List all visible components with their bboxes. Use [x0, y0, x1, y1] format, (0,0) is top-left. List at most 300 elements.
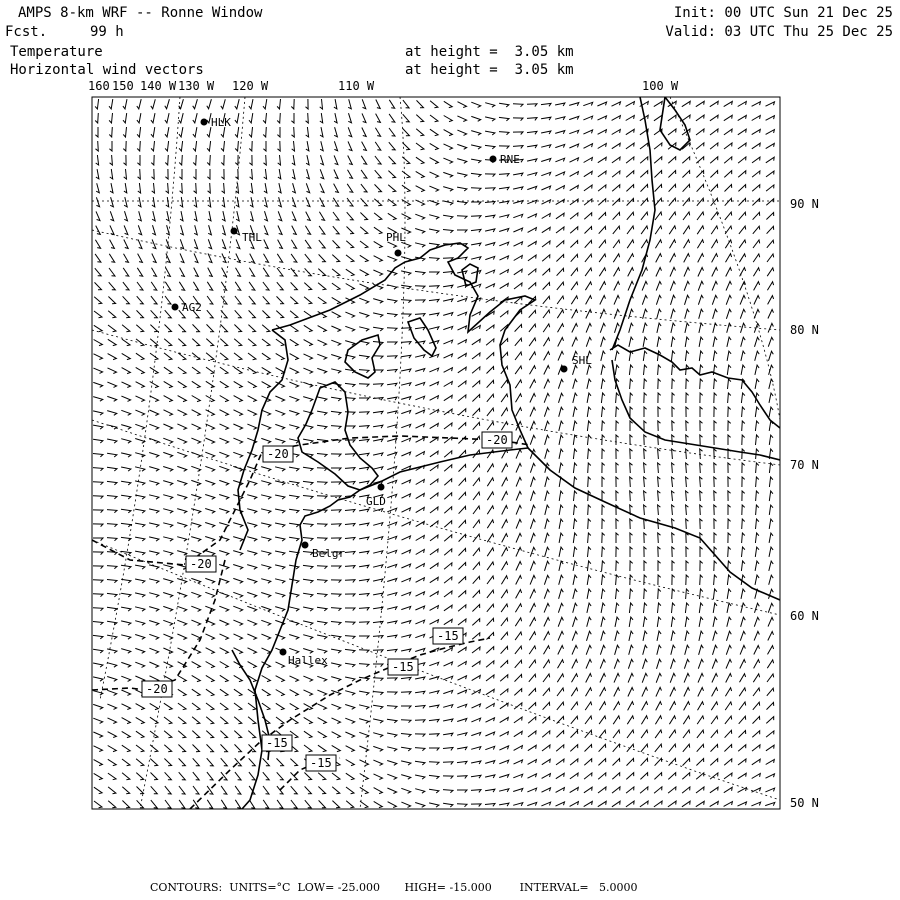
wind-vector [500, 256, 509, 260]
wind-vector [643, 309, 648, 319]
wind-vector [430, 158, 439, 164]
wind-vector [682, 101, 690, 106]
wind-vector [249, 155, 252, 165]
wind-vector [373, 565, 383, 568]
wind-vector [587, 379, 591, 389]
wind-vector [640, 801, 648, 807]
wind-vector [711, 716, 718, 724]
wind-vector [485, 188, 495, 191]
wind-vector [163, 467, 173, 472]
wind-vector [290, 368, 299, 374]
wind-vector [250, 211, 253, 221]
wind-vector [584, 158, 593, 163]
wind-vector [331, 677, 341, 682]
station-label-gld: GLD [366, 495, 386, 508]
wind-vector [513, 146, 523, 149]
wind-vector [530, 435, 535, 444]
wind-vector [541, 186, 550, 190]
wind-vector [571, 688, 577, 696]
wind-vector [756, 435, 759, 445]
wind-vector [740, 631, 745, 640]
wind-vector [164, 410, 173, 416]
wind-vector [683, 730, 690, 738]
wind-vector [96, 183, 99, 193]
wind-vector [766, 143, 775, 148]
wind-vector [769, 435, 773, 445]
wind-vector [317, 425, 327, 429]
wind-vector [573, 435, 577, 445]
wind-vector [614, 268, 620, 277]
wind-vector [588, 505, 591, 515]
wind-vector [387, 397, 397, 400]
wind-vector [616, 449, 619, 459]
wind-vector [499, 775, 509, 778]
wind-vector [597, 102, 606, 106]
wind-vector [373, 299, 383, 304]
wind-vector [752, 199, 759, 206]
wind-vector [96, 155, 99, 165]
wind-vector [373, 705, 383, 709]
wind-vector [502, 478, 508, 487]
wind-vector [261, 565, 271, 570]
wind-vector [163, 509, 173, 514]
wind-vector [755, 533, 759, 543]
wind-vector [416, 521, 425, 526]
wind-vector [178, 339, 185, 346]
wind-vector [527, 145, 537, 148]
wind-vector [179, 786, 185, 794]
wind-vector [333, 240, 340, 247]
wind-vector [303, 467, 313, 471]
wind-vector [766, 116, 775, 121]
wind-vector [587, 603, 591, 613]
wind-vector [219, 480, 228, 485]
wind-vector [571, 296, 577, 304]
wind-vector [574, 491, 577, 501]
wind-vector [416, 157, 424, 164]
wind-vector [683, 758, 690, 765]
wind-vector [110, 197, 113, 207]
wind-vector [429, 243, 439, 247]
wind-vector [278, 169, 281, 179]
wind-vector [93, 524, 103, 527]
wind-vector [163, 438, 172, 443]
wind-vector [443, 340, 452, 344]
wind-vector [514, 746, 523, 751]
wind-vector [584, 787, 592, 793]
wind-vector [178, 367, 186, 374]
wind-vector [669, 744, 676, 752]
wind-vector [741, 603, 745, 613]
wind-vector [443, 690, 452, 693]
wind-vector [290, 759, 297, 766]
wind-vector [657, 659, 662, 669]
wind-vector [179, 141, 183, 151]
wind-vector [345, 538, 355, 541]
wind-vector [457, 747, 467, 750]
wind-vector [444, 507, 451, 514]
contour-minus-15-a [190, 638, 490, 809]
wind-vector [304, 773, 311, 780]
wind-vector [684, 688, 690, 697]
wind-vector [375, 170, 382, 178]
wind-vector [108, 746, 117, 752]
wind-vector [415, 677, 425, 680]
wind-vector [658, 421, 661, 431]
wind-vector [458, 102, 467, 108]
wind-vector [725, 212, 732, 220]
wind-vector [585, 254, 592, 262]
wind-vector [570, 787, 579, 792]
wind-vector [317, 621, 327, 625]
wind-vector [616, 589, 619, 599]
wind-vector [220, 339, 227, 346]
wind-vector [138, 225, 141, 234]
wind-vector [180, 197, 183, 207]
wind-vector [304, 690, 313, 696]
wind-vector [207, 758, 214, 766]
wind-vector [654, 101, 662, 106]
wind-vector [602, 407, 605, 417]
wind-vector [601, 603, 605, 613]
wind-vector [516, 477, 521, 486]
wind-vector [236, 254, 240, 263]
wind-vector [150, 353, 158, 360]
wind-vector [657, 617, 661, 627]
wind-vector [180, 211, 183, 221]
wind-vector [429, 215, 439, 220]
wind-vector [616, 435, 619, 445]
wind-vector [499, 229, 509, 232]
wind-vector [766, 774, 775, 778]
wind-vector [334, 99, 337, 109]
station-label-thl: THL [242, 231, 262, 244]
wind-vector [768, 323, 773, 332]
wind-vector [571, 730, 578, 737]
wind-vector [671, 631, 675, 641]
wind-vector [672, 505, 675, 515]
wind-vector [571, 716, 578, 724]
wind-vector [107, 580, 117, 583]
wind-vector [345, 732, 354, 738]
wind-vector [712, 254, 718, 263]
wind-vector [277, 282, 283, 290]
wind-vector [753, 716, 760, 723]
wind-vector [545, 449, 550, 459]
wind-vector [571, 268, 578, 276]
alexander-island [660, 97, 690, 150]
wind-vector [559, 393, 564, 403]
wind-vector [191, 523, 201, 528]
wind-vector [320, 183, 324, 192]
wind-vector [616, 547, 619, 557]
wind-vector [502, 548, 508, 557]
wind-vector [205, 452, 214, 457]
wind-vector [360, 227, 368, 234]
wind-vector [499, 201, 509, 204]
wind-vector [753, 240, 760, 248]
wind-vector [95, 113, 98, 123]
wind-vector [193, 99, 198, 109]
wind-vector [712, 295, 717, 304]
wind-vector [346, 746, 355, 752]
wind-vector [727, 365, 731, 375]
wind-vector [570, 158, 579, 162]
wind-vector [602, 505, 605, 515]
wind-vector [136, 773, 143, 780]
wind-vector [221, 282, 226, 290]
wind-vector [219, 523, 229, 528]
wind-vector [415, 775, 425, 779]
wind-vector [93, 425, 103, 429]
wind-vector [415, 214, 424, 219]
wind-vector [108, 297, 115, 304]
wind-vector [612, 116, 621, 121]
wind-vector [500, 703, 508, 709]
wind-vector [530, 618, 536, 627]
wind-vector [684, 240, 690, 249]
wind-vector [429, 719, 439, 722]
wind-vector [166, 183, 169, 193]
wind-vector [193, 169, 196, 179]
wind-vector [728, 547, 731, 557]
wind-vector [374, 774, 383, 780]
wind-vector [768, 310, 774, 319]
wind-vector [236, 239, 240, 248]
wind-vector [558, 617, 563, 626]
wind-vector [545, 547, 550, 557]
wind-vector [304, 283, 311, 290]
wind-vector [640, 787, 648, 793]
wind-vector [600, 323, 605, 332]
wind-vector [233, 578, 242, 583]
wind-vector [755, 379, 759, 389]
wind-vector [303, 397, 313, 402]
wind-vector [152, 197, 155, 207]
wind-vector [206, 339, 213, 346]
wind-vector [345, 440, 355, 443]
wind-vector [107, 411, 117, 416]
wind-vector [727, 351, 731, 361]
wind-vector [122, 787, 129, 794]
wind-vector [724, 787, 732, 792]
wind-vector [516, 533, 522, 542]
wind-vector [655, 744, 662, 752]
wind-vector [686, 561, 689, 571]
wind-vector [457, 298, 466, 301]
wind-vector [96, 197, 99, 206]
wind-vector [193, 772, 199, 780]
wind-vector [472, 367, 480, 373]
wind-vector [544, 646, 550, 655]
wind-vector [588, 547, 591, 557]
wind-vector [221, 141, 224, 151]
wind-vector [586, 296, 592, 305]
wind-vector [487, 520, 493, 528]
wind-vector [151, 155, 154, 165]
wind-vector [668, 157, 675, 164]
wind-vector [124, 225, 128, 234]
wind-vector [401, 775, 411, 780]
wind-vector [516, 449, 522, 458]
wind-vector [741, 393, 745, 403]
wind-vector [486, 339, 494, 345]
wind-vector [769, 477, 773, 487]
wind-vector [573, 589, 577, 599]
wind-vector [289, 537, 299, 541]
wind-vector [586, 645, 591, 654]
wind-vector [194, 253, 198, 262]
wind-vector [630, 477, 633, 487]
wind-vector [193, 758, 200, 765]
wind-vector [429, 775, 439, 779]
wind-vector [180, 239, 183, 248]
wind-vector [739, 226, 746, 234]
wind-vector [683, 184, 690, 191]
wind-vector [121, 635, 131, 639]
wind-vector [542, 241, 550, 247]
wind-vector [415, 706, 425, 709]
wind-vector [542, 759, 550, 764]
wind-vector [275, 509, 285, 513]
wind-vector [713, 603, 717, 613]
wind-vector [699, 631, 703, 641]
wind-vector [191, 606, 200, 611]
wind-vector [373, 593, 383, 596]
wind-vector [177, 551, 187, 556]
wind-vector [135, 523, 145, 527]
wind-vector [222, 183, 225, 193]
wind-vector [247, 620, 256, 625]
wind-vector [110, 240, 115, 249]
wind-vector [556, 241, 564, 248]
wind-vector [712, 688, 718, 697]
wind-vector [220, 634, 229, 640]
wind-vector [459, 464, 466, 471]
wind-vector [206, 703, 214, 710]
wind-vector [544, 589, 549, 598]
wind-vector [654, 801, 662, 807]
wind-vector [557, 282, 564, 290]
wind-vector [598, 130, 607, 135]
wind-vector [727, 603, 731, 613]
wind-vector [555, 131, 565, 134]
wind-vector [262, 689, 270, 695]
wind-vector [264, 183, 267, 193]
wind-vector [513, 173, 523, 176]
wind-vector [207, 772, 213, 780]
wind-vector [669, 212, 676, 220]
wind-vector [738, 759, 746, 765]
wind-vector [739, 702, 746, 710]
wind-vector [107, 607, 117, 611]
wind-vector [110, 211, 113, 220]
wind-vector [320, 127, 323, 137]
wind-vector [570, 802, 579, 807]
wind-vector [136, 382, 145, 388]
wind-vector [584, 185, 592, 191]
wind-vector [472, 395, 479, 402]
wind-vector [276, 703, 284, 709]
wind-vector [529, 310, 536, 317]
wind-vector [741, 589, 745, 599]
wind-vector [121, 676, 130, 681]
wind-vector [755, 351, 760, 361]
wind-vector [277, 800, 283, 808]
wind-vector [306, 141, 309, 151]
wind-vector [516, 519, 521, 528]
wind-vector [177, 438, 186, 443]
wind-vector [615, 365, 619, 375]
wind-vector [289, 425, 299, 430]
wind-vector [457, 790, 467, 793]
wind-vector [641, 240, 647, 248]
wind-vector [164, 396, 173, 402]
wind-vector [164, 662, 173, 668]
wind-vector [248, 410, 257, 416]
wind-vector [672, 407, 675, 417]
wind-vector [485, 103, 495, 108]
wind-vector [416, 480, 425, 485]
wind-vector [152, 183, 155, 193]
wind-vector [319, 212, 324, 221]
wind-vector [584, 801, 593, 806]
wind-vector [360, 801, 368, 808]
wind-vector [672, 589, 675, 599]
wind-vector [332, 732, 341, 738]
wind-vector [306, 169, 309, 179]
wind-vector [207, 155, 210, 165]
wind-vector [289, 635, 299, 640]
wind-vector [331, 340, 340, 345]
wind-vector [208, 239, 211, 248]
wind-vector [320, 155, 323, 165]
wind-vector [163, 551, 173, 556]
wind-vector [612, 185, 620, 192]
wind-vector [123, 99, 127, 109]
wind-vector [767, 254, 774, 262]
wind-vector [642, 687, 648, 696]
wind-vector [458, 437, 465, 444]
wind-vector [430, 172, 439, 178]
wind-vector [93, 411, 103, 415]
wind-vector [669, 198, 676, 206]
wind-vector [614, 282, 620, 291]
wind-vector [262, 325, 270, 332]
wind-vector [627, 240, 634, 248]
wind-vector [387, 425, 397, 428]
wind-vector [626, 787, 634, 793]
wind-vector [291, 800, 297, 808]
wind-vector [556, 731, 563, 738]
wind-vector [121, 481, 131, 485]
wind-vector [752, 759, 760, 765]
wind-vector [95, 99, 99, 109]
wind-vector [345, 326, 354, 331]
wind-vector [402, 214, 411, 220]
wind-vector [264, 155, 267, 165]
wind-vector [276, 368, 285, 374]
wind-vector [514, 256, 523, 261]
wind-vector [457, 690, 466, 694]
wind-vector [658, 379, 661, 389]
wind-vector [389, 114, 395, 122]
wind-vector [740, 660, 746, 669]
wind-vector [656, 268, 662, 277]
wind-vector [249, 113, 253, 123]
wind-vector [401, 706, 411, 709]
wind-vector [444, 563, 452, 569]
